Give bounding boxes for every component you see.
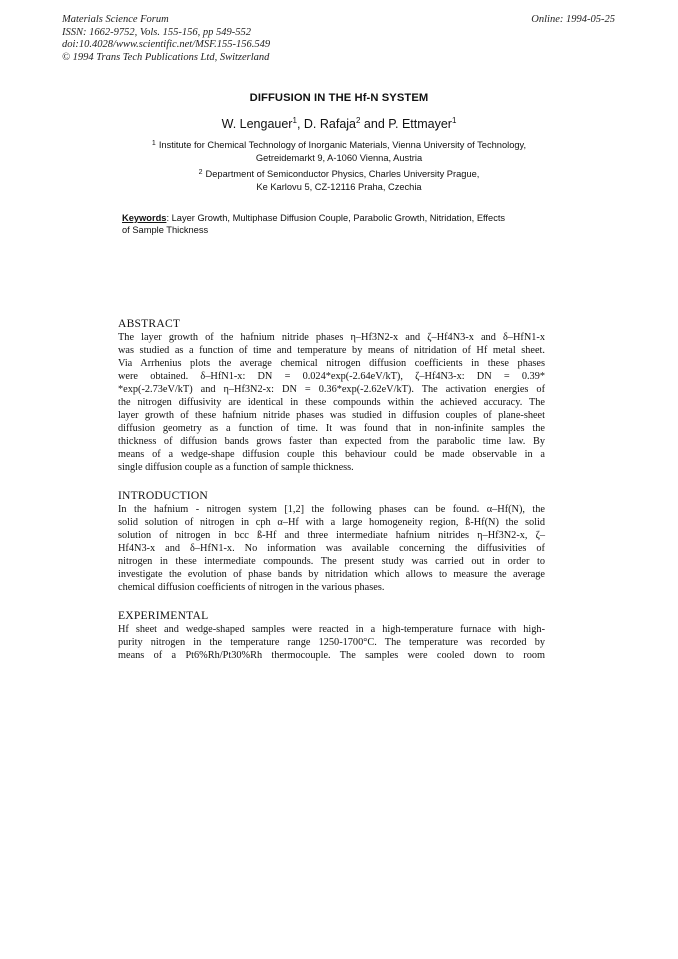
- text-line: the nitrogen diffusivity are identical in these compounds within the achieved accuracy. The: [118, 397, 545, 408]
- abstract-heading: ABSTRACT: [118, 317, 181, 330]
- abstract-body: [118, 331, 545, 474]
- author-list: [0, 116, 678, 131]
- affiliation-line: Department of Semiconductor Physics, Charles University Prague,: [205, 169, 480, 179]
- affiliation-line: Institute for Chemical Technology of Inorganic Materials, Vienna University of Technology,: [158, 140, 527, 150]
- author-name: W. Lengauer: [221, 117, 293, 131]
- text-line: means of a wedge-shape diffusion couple this behaviour could be made observable in a: [118, 449, 545, 460]
- keywords: [122, 213, 548, 236]
- keywords-text: of Sample Thickness: [122, 224, 209, 235]
- online-date: Online: 1994-05-25: [531, 14, 615, 25]
- text-line: The layer growth of the hafnium nitride phases η–Hf3N2-x and ζ–Hf4N3-x and δ–HfN1-x: [118, 332, 545, 343]
- author-name: P. Ettmayer: [388, 117, 452, 131]
- author-separator: and: [360, 117, 389, 131]
- text-line: chemical diffusion coefficients of nitrogen in the various phases.: [118, 582, 385, 593]
- author-name: D. Rafaja: [303, 117, 356, 131]
- author-separator: ,: [296, 117, 304, 131]
- text-line: means of a Pt6%Rh/Pt30%Rh thermocouple. The samples were cooled down to room: [118, 650, 545, 661]
- affiliation-2: [0, 167, 678, 193]
- journal-name: Materials Science Forum: [62, 14, 169, 25]
- journal-doi[interactable]: doi:10.4028/www.scientific.net/MSF.155-156.549: [62, 39, 271, 50]
- text-line: layer growth of these hafnium nitride phases was studied in diffusion couples of plane-sheet: [118, 410, 545, 421]
- text-line: In the hafnium - nitrogen system [1,2] the following phases can be found. α–Hf(N), the: [118, 504, 545, 515]
- text-line: single diffusion couple as a function of sample thickness.: [118, 462, 354, 473]
- affiliation-line: Getreidemarkt 9, A-1060 Vienna, Austria: [255, 152, 423, 163]
- text-line: Via Arrhenius plots the average chemical nitrogen diffusion coefficients in these phases: [118, 358, 545, 369]
- keywords-label: Keywords: [122, 213, 167, 223]
- text-line: Hf4N3-x and δ–HfN1-x. No information was available concerning the diffusivities of: [118, 543, 545, 554]
- author-affiliation-marker: 1: [451, 116, 457, 125]
- introduction-body: [118, 503, 545, 594]
- affiliation-number: 1: [151, 140, 156, 147]
- text-line: thickness of diffusion bands grows faster than expected from the parabolic time law. By: [118, 436, 545, 447]
- text-line: solid solution of nitrogen in cph α–Hf with a large homogeneity region, ß-Hf(N) the solid: [118, 517, 545, 528]
- text-line: diffusion geometry as a function of time. It was found that in non-infinite samples the: [118, 423, 545, 434]
- journal-issn: ISSN: 1662-9752, Vols. 155-156, pp 549-552: [62, 26, 251, 38]
- author-affiliation-marker: 2: [356, 116, 361, 125]
- affiliation-number: 2: [198, 169, 203, 176]
- paper-title: DIFFUSION IN THE Hf-N SYSTEM: [249, 92, 429, 104]
- introduction-heading: INTRODUCTION: [118, 489, 208, 502]
- affiliation-1: [0, 138, 678, 164]
- keywords-text: : Layer Growth, Multiphase Diffusion Couple, Parabolic Growth, Nitridation, Effects: [166, 213, 506, 223]
- author-affiliation-marker: 1: [292, 116, 297, 125]
- text-line: purity nitrogen in the temperature range 1250-1700°C. The temperature was recorded by: [118, 637, 545, 648]
- affiliation-line: Ke Karlovu 5, CZ-12116 Praha, Czechia: [256, 181, 422, 192]
- text-line: solution of nitrogen in bcc ß-Hf and three intermediate hafnium nitrides η–Hf3N2-x, ζ–: [118, 530, 545, 541]
- text-line: were obtained. δ–HfN1-x: DN = 0.024*exp(-2.64eV/kT), ζ–Hf4N3-x: DN = 0.39*: [118, 371, 545, 382]
- text-line: Hf sheet and wedge-shaped samples were reacted in a high-temperature furnace with high-: [118, 624, 545, 635]
- text-line: nitrogen in these intermediate compounds. The present study was carried out in order to: [118, 556, 545, 567]
- journal-copyright: © 1994 Trans Tech Publications Ltd, Switzerland: [62, 51, 270, 63]
- text-line: investigate the evolution of phase bands by nitridation which allows to measure the average: [118, 569, 545, 580]
- text-line: was studied as a function of time and temperature by means of nitridation of Hf metal sheet.: [118, 345, 545, 356]
- journal-header: [62, 14, 270, 64]
- experimental-heading: EXPERIMENTAL: [118, 609, 209, 622]
- text-line: *exp(-2.73eV/kT) and η–Hf3N2-x: DN = 0.36*exp(-2.62eV/kT). The activation energies of: [118, 384, 545, 395]
- experimental-body: [118, 623, 545, 662]
